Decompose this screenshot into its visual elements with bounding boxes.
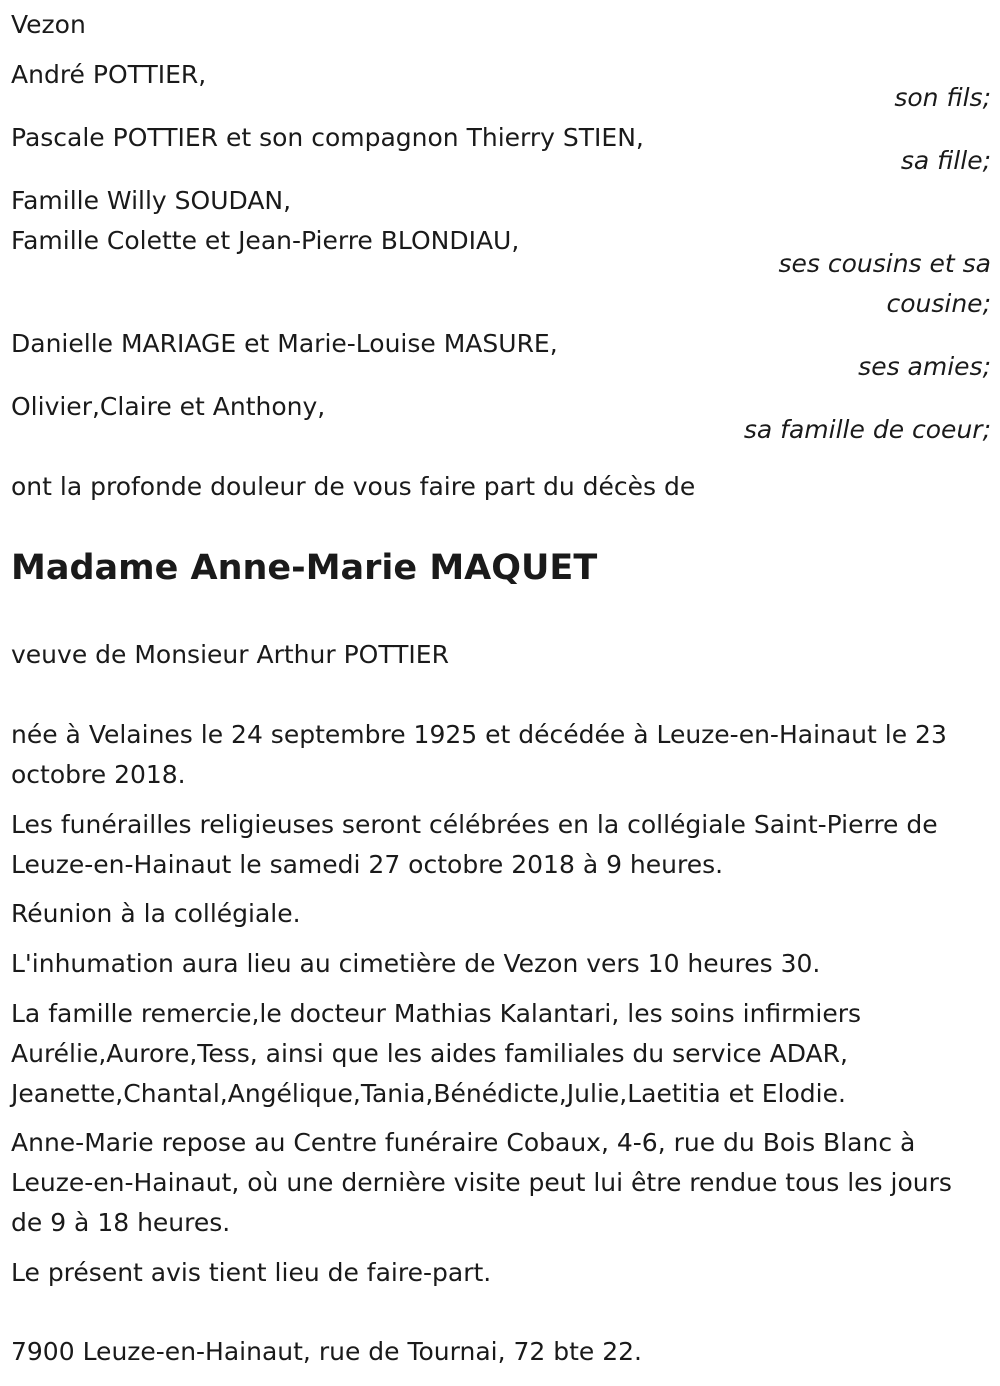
birth-death-paragraph: née à Velaines le 24 septembre 1925 et décédée à Leuze-en-Hainaut le 23 octobre 2018. (11, 720, 947, 789)
family-member-name: Famille Colette et Jean-Pierre BLONDIAU, (11, 226, 520, 255)
burial-paragraph: L'inhumation aura lieu au cimetière de Vezon vers 10 heures 30. (11, 949, 821, 978)
family-member-role: son fils; (894, 83, 991, 112)
deceased-name: Madame Anne-Marie MAQUET (11, 548, 598, 588)
family-member-name: Olivier,Claire et Anthony, (11, 392, 326, 421)
announcement-text: ont la profonde douleur de vous faire part du décès de (11, 472, 696, 501)
address: 7900 Leuze-en-Hainaut, rue de Tournai, 72 bte 22. (11, 1337, 642, 1366)
thanks-paragraph: La famille remercie,le docteur Mathias Kalantari, les soins infirmiers Aurélie,Aurore,Tess, ainsi que les aides familiales du service ADAR, Jeanette,Chantal,Angélique,Tania,Bénédicte,Julie,Laetitia et Elodie. (11, 999, 861, 1108)
widow-of: veuve de Monsieur Arthur POTTIER (11, 640, 449, 669)
funeral-paragraph: Les funérailles religieuses seront célébrées en la collégiale Saint-Pierre de Leuze-en-Hainaut le samedi 27 octobre 2018 à 9 heures. (11, 810, 938, 879)
location-header: Vezon (11, 10, 86, 39)
family-member-name: André POTTIER, (11, 60, 207, 89)
family-member-role: ses amies; (858, 352, 991, 381)
family-member-role: cousine; (886, 289, 991, 318)
meeting-paragraph: Réunion à la collégiale. (11, 899, 301, 928)
notice-paragraph: Le présent avis tient lieu de faire-part. (11, 1258, 492, 1287)
family-member-name: Pascale POTTIER et son compagnon Thierry STIEN, (11, 123, 644, 152)
family-member-role: sa fille; (900, 146, 991, 175)
family-member-name: Danielle MARIAGE et Marie-Louise MASURE, (11, 329, 558, 358)
family-member-role: ses cousins et sa (778, 249, 991, 278)
visitation-paragraph: Anne-Marie repose au Centre funéraire Cobaux, 4-6, rue du Bois Blanc à Leuze-en-Hainaut, où une dernière visite peut lui être rendue tous les jours de 9 à 18 heures. (11, 1128, 952, 1237)
family-member-role: sa famille de coeur; (743, 415, 991, 444)
family-member-name: Famille Willy SOUDAN, (11, 186, 292, 215)
